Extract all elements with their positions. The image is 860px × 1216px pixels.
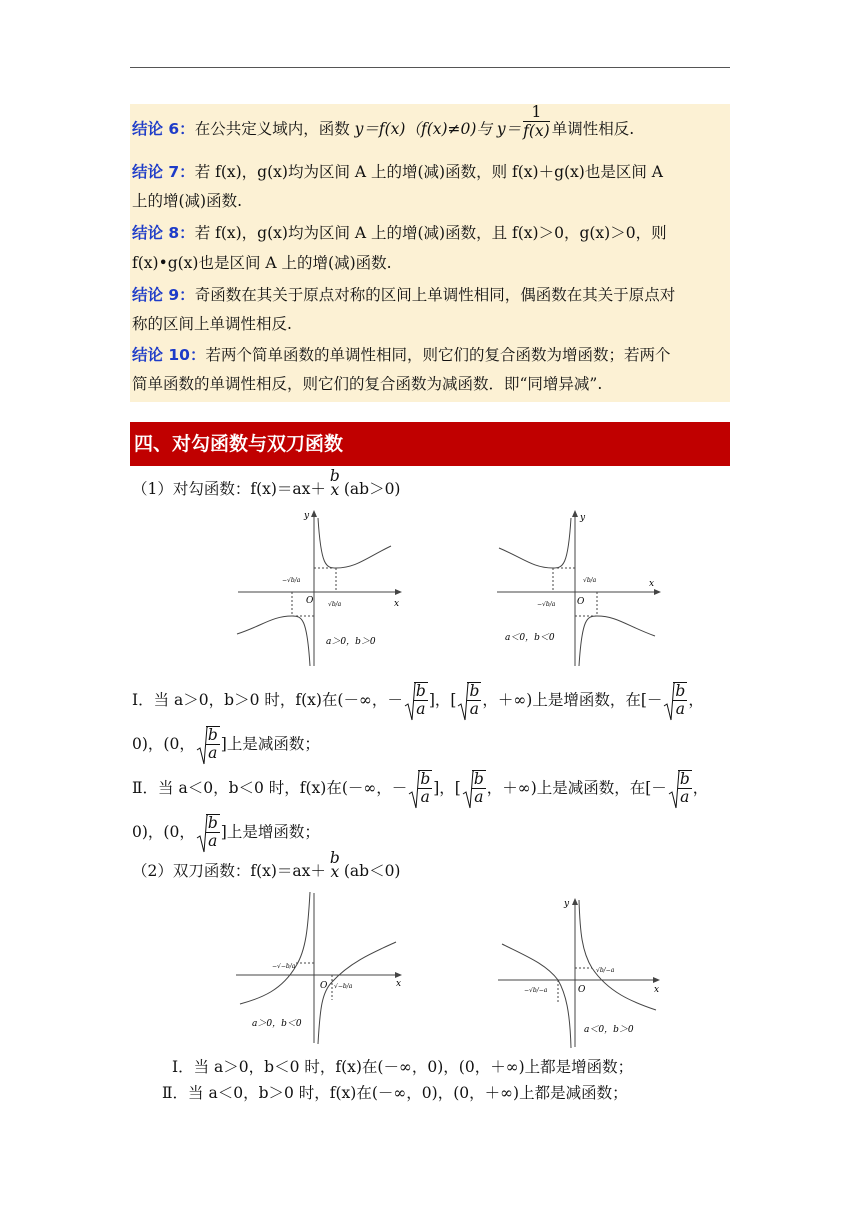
svg-text:−√b/a: −√b/a	[282, 577, 301, 584]
svg-text:−√b/a: −√b/a	[537, 601, 556, 608]
svg-text:√b/−a: √b/−a	[596, 967, 615, 974]
knife-case-1: Ⅰ．当 a＞0，b＜0 时，f(x)在(－∞，0)，(0，＋∞)上都是增函数；	[172, 1058, 634, 1076]
svg-text:−√−b/a: −√−b/a	[272, 963, 296, 970]
header-rule	[130, 67, 730, 68]
conclusion-8-cont: f(x)•g(x)也是区间 A 上的增(减)函数.	[132, 254, 392, 272]
conclusion-10: 结论 10：若两个简单函数的单调性相同，则它们的复合函数为增函数；若两个	[132, 346, 671, 364]
svg-text:O: O	[578, 985, 586, 995]
svg-text:√b/a: √b/a	[328, 601, 342, 608]
knife-heading: （2）双刀函数：f(x)＝ax＋ b x (ab＜0)	[132, 849, 401, 881]
svg-text:x: x	[654, 985, 660, 995]
svg-text:O: O	[577, 597, 585, 607]
nike-graph-negative	[495, 506, 665, 671]
knife-graph-negative	[496, 892, 666, 1052]
svg-text:a＞0，b＞0: a＞0，b＞0	[326, 637, 376, 647]
knife-graph-positive	[234, 888, 406, 1048]
nike-case-2: Ⅱ．当 a＜0，b＜0 时，f(x)在(－∞，－ $\frac{b}{a}$ ]，[ $\frac{b}{a}$ ，＋∞)上是减函数，在[－ $\frac{b}{a}$ ，	[132, 770, 709, 806]
svg-text:a＞0，b＜0: a＞0，b＜0	[252, 1019, 302, 1029]
svg-text:−√b/−a: −√b/−a	[524, 987, 548, 994]
conclusion-8: 结论 8：若 f(x)，g(x)均为区间 A 上的增(减)函数，且 f(x)＞0，g(x)＞0，则	[132, 224, 667, 242]
fraction: $\frac{1}{f(x)}$	[523, 102, 550, 140]
conclusion-10-cont: 简单函数的单调性相反，则它们的复合函数为减函数．即“同增异减”.	[132, 375, 603, 393]
section-title: 四、对勾函数与双刀函数	[130, 422, 730, 466]
svg-text:x: x	[394, 599, 400, 609]
nike-case-2-cont: 0)，(0， $\frac{b}{a}$ ]上是增函数；	[132, 814, 320, 850]
svg-text:a＜0，b＞0: a＜0，b＞0	[584, 1025, 634, 1035]
svg-text:√b/a: √b/a	[583, 577, 597, 584]
svg-text:y: y	[580, 513, 586, 523]
svg-text:y: y	[564, 899, 570, 909]
conclusion-label: 结论 6：	[132, 120, 195, 138]
svg-text:a＜0，b＜0: a＜0，b＜0	[505, 633, 555, 643]
svg-text:√−b/a: √−b/a	[334, 983, 353, 990]
svg-text:x: x	[396, 979, 402, 989]
nike-graph-positive	[236, 506, 406, 671]
conclusion-9: 结论 9：奇函数在其关于原点对称的区间上单调性相同，偶函数在其关于原点对	[132, 286, 676, 304]
svg-text:x: x	[649, 579, 655, 589]
conclusion-7-cont: 上的增(减)函数.	[132, 192, 243, 210]
conclusion-7: 结论 7：若 f(x)，g(x)均为区间 A 上的增(减)函数，则 f(x)＋g(x)也是区间 A	[132, 163, 663, 181]
sqrt-b-over-a: $\frac{b}{a}$	[404, 682, 428, 720]
svg-text:O: O	[306, 596, 314, 606]
conclusion-6: 结论 6：在公共定义域内，函数 y＝f(x)（f(x)≠0)与 y＝ $\frac{1}{f(x)}$ 单调性相反.	[132, 102, 635, 140]
nike-case-1: Ⅰ．当 a＞0，b＞0 时，f(x)在(－∞，－ $\frac{b}{a}$ ]，[ $\frac{b}{a}$ ，＋∞)上是增函数，在[－ $\frac{b}{a}$ ，	[132, 682, 704, 718]
svg-text:O: O	[320, 981, 328, 991]
svg-text:y: y	[304, 511, 310, 521]
nike-heading: （1）对勾函数：f(x)＝ax＋ b x (ab＞0)	[132, 467, 401, 499]
nike-case-1-cont: 0)，(0， $\frac{b}{a}$ ]上是减函数；	[132, 726, 320, 762]
knife-case-2: Ⅱ．当 a＜0，b＞0 时，f(x)在(－∞，0)，(0，＋∞)上都是减函数；	[162, 1084, 628, 1102]
conclusion-9-cont: 称的区间上单调性相反.	[132, 315, 292, 333]
